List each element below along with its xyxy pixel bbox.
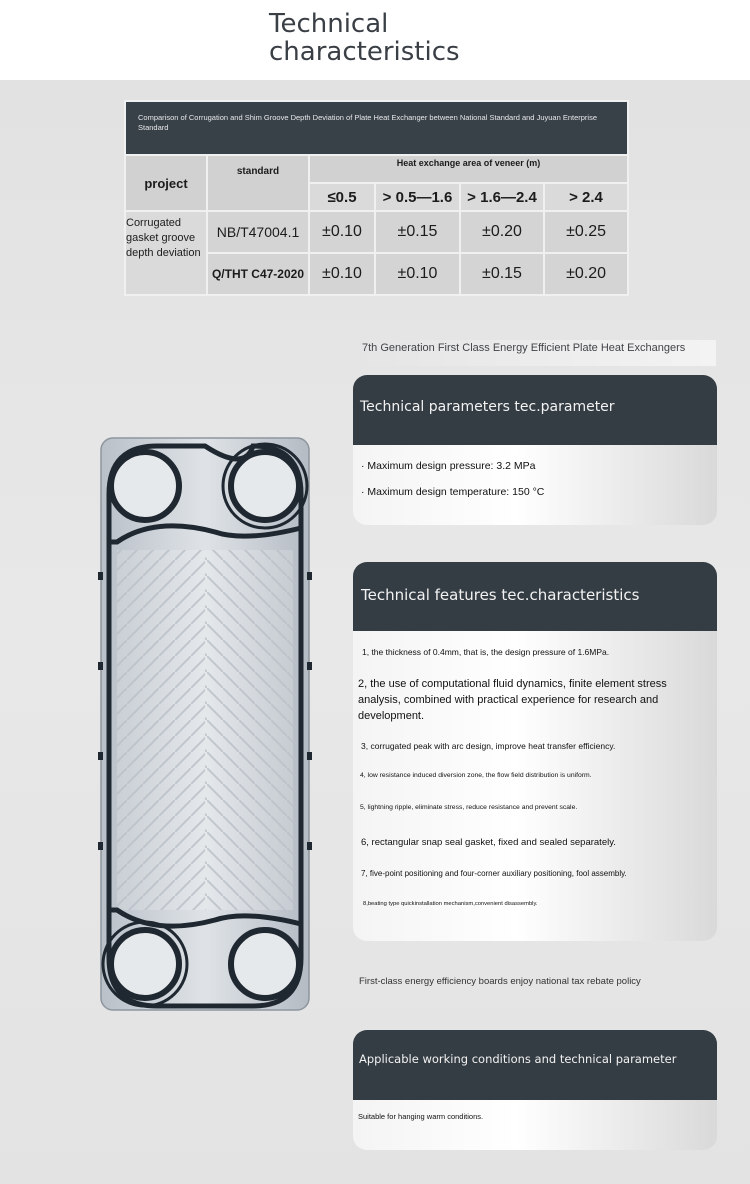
header-area: Heat exchange area of veneer (m) — [309, 155, 628, 183]
standard-cell: Q/THT C47-2020 — [207, 253, 309, 295]
comparison-table — [124, 100, 629, 296]
value-cell: ±0.15 — [460, 253, 544, 295]
parameters-card — [353, 375, 717, 525]
range-header: > 1.6—2.4 — [460, 183, 544, 211]
value-cell: ±0.10 — [309, 211, 375, 253]
feature-item: 6, rectangular snap seal gasket, fixed and sealed separately. — [361, 837, 616, 848]
feature-item: 7, five-point positioning and four-corner auxiliary positioning, fool assembly. — [361, 869, 627, 878]
product-line-label: 7th Generation First Class Energy Efficient Plate Heat Exchangers — [354, 340, 716, 366]
table-row — [125, 211, 628, 253]
feature-item: 2, the use of computational fluid dynamics, finite element stress analysis, combined with practical experience for research and development. — [358, 678, 667, 722]
conditions-card — [353, 1030, 717, 1150]
feature-item: 8,beating type quickinstallation mechanism,convenient disassembly. — [363, 901, 538, 907]
value-cell: ±0.20 — [460, 211, 544, 253]
feature-item: 5, lightning ripple, eliminate stress, reduce resistance and prevent scale. — [360, 804, 578, 811]
table-caption: Comparison of Corrugation and Shim Groove Depth Deviation of Plate Heat Exchanger between National Standard and Juyuan Enterprise Standard — [125, 101, 628, 155]
conditions-card-title: Applicable working conditions and technical parameter — [353, 1030, 717, 1100]
features-card-title: Technical features tec.characteristics — [353, 562, 717, 631]
header-project: project — [125, 155, 207, 211]
feature-item: 1, the thickness of 0.4mm, that is, the design pressure of 1.6MPa. — [362, 647, 610, 657]
feature-item: 3, corrugated peak with arc design, improve heat transfer efficiency. — [361, 741, 616, 751]
value-cell: ±0.10 — [375, 253, 460, 295]
features-card — [353, 562, 717, 941]
range-header: ≤0.5 — [309, 183, 375, 211]
parameter-line: · Maximum design pressure: 3.2 MPa — [361, 460, 536, 472]
plate-illustration — [95, 432, 315, 1012]
parameter-line: · Maximum design temperature: 150 °C — [361, 486, 545, 498]
header-standard: standard — [207, 155, 309, 211]
conditions-line: Suitable for hanging warm conditions. — [358, 1112, 484, 1121]
range-header: > 0.5—1.6 — [375, 183, 460, 211]
page-title: Technical characteristics — [269, 9, 460, 67]
energy-note: First-class energy efficiency boards enjoy national tax rebate policy — [359, 976, 641, 987]
value-cell: ±0.20 — [544, 253, 628, 295]
value-cell: ±0.15 — [375, 211, 460, 253]
parameters-card-title: Technical parameters tec.parameter — [353, 375, 717, 445]
value-cell: ±0.10 — [309, 253, 375, 295]
header-band — [0, 0, 750, 80]
heat-exchanger-plate-icon — [95, 432, 315, 1012]
item-label: Corrugated gasket groove depth deviation — [125, 211, 207, 295]
standard-cell: NB/T47004.1 — [207, 211, 309, 253]
value-cell: ±0.25 — [544, 211, 628, 253]
feature-item: 4, low resistance induced diversion zone, the flow field distribution is uniform. — [360, 772, 592, 779]
range-header: > 2.4 — [544, 183, 628, 211]
